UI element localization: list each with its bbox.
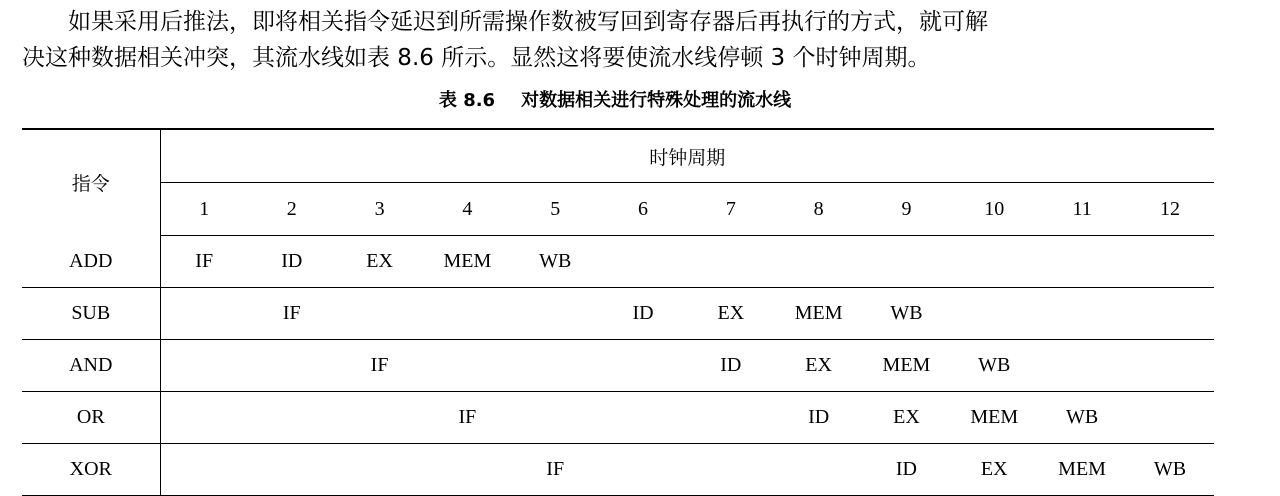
stage-cell: ID xyxy=(248,236,336,288)
cycle-header-7: 7 xyxy=(687,183,775,236)
stage-cell: WB xyxy=(863,288,951,340)
stage-cell: WB xyxy=(1126,444,1214,496)
stage-cell xyxy=(599,444,687,496)
stage-cell xyxy=(1038,340,1126,392)
stage-cell xyxy=(1126,340,1214,392)
stage-cell: MEM xyxy=(423,236,511,288)
stage-cell: ID xyxy=(687,340,775,392)
cycle-header-8: 8 xyxy=(775,183,863,236)
stage-cell xyxy=(775,236,863,288)
stage-cell: MEM xyxy=(950,392,1038,444)
stage-cell xyxy=(423,288,511,340)
cycle-header-6: 6 xyxy=(599,183,687,236)
paragraph-line-1: 如果采用后推法，即将相关指令延迟到所需操作数被写回到寄存器后再执行的方式，就可解 xyxy=(68,9,988,35)
stage-cell: EX xyxy=(775,340,863,392)
stage-cell xyxy=(863,236,951,288)
header-row-cycles xyxy=(22,183,1214,236)
stage-cell xyxy=(599,340,687,392)
stage-cell: EX xyxy=(687,288,775,340)
stage-cell xyxy=(423,444,511,496)
stage-cell: MEM xyxy=(863,340,951,392)
stage-cell xyxy=(687,444,775,496)
paragraph-line-2: 决这种数据相关冲突，其流水线如表 8.6 所示。显然这将要使流水线停顿 3 个时钟周期。 xyxy=(22,45,931,71)
stage-cell: MEM xyxy=(1038,444,1126,496)
stage-cell xyxy=(336,444,424,496)
stage-cell: WB xyxy=(950,340,1038,392)
stage-cell xyxy=(160,444,248,496)
cycle-header-12: 12 xyxy=(1126,183,1214,236)
stage-cell xyxy=(950,236,1038,288)
header-row-group xyxy=(22,129,1214,183)
stage-cell xyxy=(160,392,248,444)
stage-cell: EX xyxy=(863,392,951,444)
clock-cycle-group-header: 时钟周期 xyxy=(160,129,1214,183)
stage-cell xyxy=(248,340,336,392)
stage-cell xyxy=(511,288,599,340)
cycle-header-9: 9 xyxy=(863,183,951,236)
stage-cell xyxy=(1038,288,1126,340)
stage-cell xyxy=(336,288,424,340)
cycle-header-10: 10 xyxy=(950,183,1038,236)
stage-cell: IF xyxy=(423,392,511,444)
cycle-header-2: 2 xyxy=(248,183,336,236)
stage-cell xyxy=(336,392,424,444)
table-row xyxy=(22,236,1214,288)
stage-cell: IF xyxy=(336,340,424,392)
stage-cell: IF xyxy=(511,444,599,496)
cycle-header-4: 4 xyxy=(423,183,511,236)
instruction-name: SUB xyxy=(22,288,160,340)
stage-cell: ID xyxy=(863,444,951,496)
instruction-name: AND xyxy=(22,340,160,392)
stage-cell xyxy=(248,444,336,496)
instruction-name: ADD xyxy=(22,236,160,288)
stage-cell xyxy=(599,392,687,444)
cycle-header-3: 3 xyxy=(336,183,424,236)
stage-cell xyxy=(950,288,1038,340)
stage-cell: IF xyxy=(160,236,248,288)
table-row xyxy=(22,288,1214,340)
stage-cell: ID xyxy=(599,288,687,340)
stage-cell xyxy=(160,340,248,392)
cycle-header-1: 1 xyxy=(160,183,248,236)
stage-cell xyxy=(1038,236,1126,288)
instruction-name: OR xyxy=(22,392,160,444)
stage-cell: MEM xyxy=(775,288,863,340)
stage-cell: WB xyxy=(1038,392,1126,444)
stage-cell xyxy=(1126,392,1214,444)
stage-cell xyxy=(599,236,687,288)
stage-cell: ID xyxy=(775,392,863,444)
cycle-header-5: 5 xyxy=(511,183,599,236)
stage-cell xyxy=(511,392,599,444)
instruction-name: XOR xyxy=(22,444,160,496)
stage-cell xyxy=(1126,288,1214,340)
stage-cell xyxy=(687,236,775,288)
stage-cell xyxy=(423,340,511,392)
instruction-column-header: 指令 xyxy=(22,129,160,236)
stage-cell: EX xyxy=(336,236,424,288)
stage-cell xyxy=(687,392,775,444)
stage-cell xyxy=(775,444,863,496)
pipeline-table xyxy=(22,128,1214,496)
table-caption xyxy=(0,88,1230,114)
table-row xyxy=(22,340,1214,392)
table-row xyxy=(22,392,1214,444)
stage-cell xyxy=(160,288,248,340)
table-row xyxy=(22,444,1214,496)
stage-cell xyxy=(248,392,336,444)
stage-cell xyxy=(511,340,599,392)
cycle-header-11: 11 xyxy=(1038,183,1126,236)
stage-cell: IF xyxy=(248,288,336,340)
stage-cell xyxy=(1126,236,1214,288)
stage-cell: WB xyxy=(511,236,599,288)
stage-cell: EX xyxy=(950,444,1038,496)
table-caption-title: 对数据相关进行特殊处理的流水线 xyxy=(521,90,792,111)
table-caption-number: 表 8.6 xyxy=(438,90,496,111)
